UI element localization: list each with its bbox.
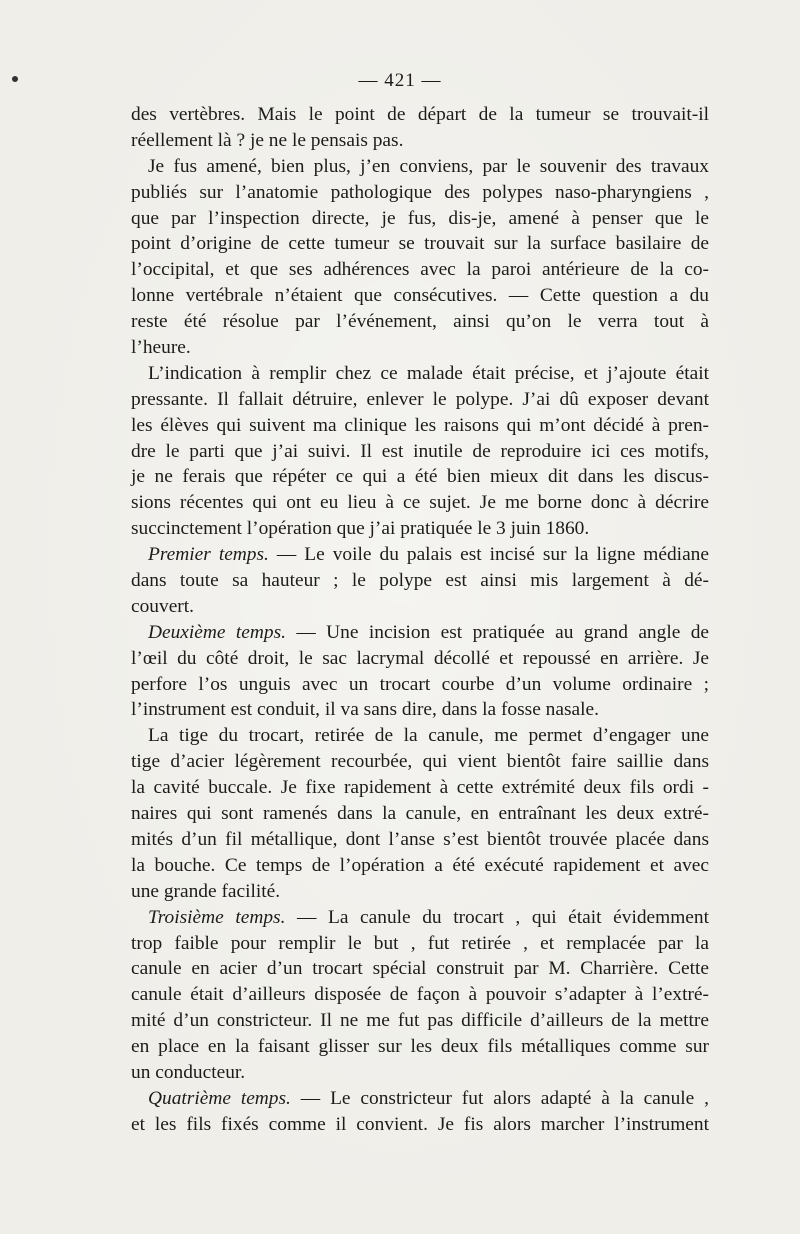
line-text: des vertèbres. Mais le point de départ de la tumeur se trouvait-il — [131, 104, 709, 125]
line-text: que par l’inspection directe, je fus, dis-je, amené à penser que le — [131, 207, 709, 229]
section-heading: Premier temps. — [148, 544, 269, 566]
line-text: en place en la faisant glisser sur les deux fils métalliques comme sur — [131, 1036, 709, 1058]
text-line — [131, 490, 709, 516]
text-line — [131, 361, 709, 387]
text-line — [131, 646, 709, 672]
text-line — [131, 1086, 709, 1112]
section-heading: Quatrième temps. — [148, 1087, 291, 1109]
line-text: La tige du trocart, retirée de la canule, me permet d’engager une — [148, 725, 709, 747]
text-line — [131, 335, 709, 361]
text-line — [131, 180, 709, 206]
line-text: point d’origine de cette tumeur se trouvait sur la surface basilaire de — [131, 233, 709, 255]
line-text: pressante. Il fallait détruire, enlever le polype. J’ai dû exposer devant — [131, 388, 709, 410]
line-text: lonne vertébrale n’étaient que consécutives. — Cette question a du — [131, 285, 709, 307]
text-line — [131, 102, 709, 128]
text-line — [131, 309, 709, 335]
text-line — [131, 594, 709, 620]
margin-speck — [12, 76, 18, 82]
text-line — [131, 568, 709, 594]
text-line — [131, 1008, 709, 1034]
line-text: l’occipital, et que ses adhérences avec la paroi antérieure de la co- — [131, 259, 709, 281]
body-text — [131, 102, 709, 1138]
text-line — [131, 723, 709, 749]
line-text: canule était d’ailleurs disposée de façon à pouvoir s’adapter à l’extré- — [131, 984, 709, 1006]
line-text: Je fus amené, bien plus, j’en conviens, par le souvenir des travaux — [148, 155, 709, 177]
text-line — [131, 620, 709, 646]
text-line — [131, 439, 709, 465]
line-text: la bouche. Ce temps de l’opération a été exécuté rapidement et avec — [131, 854, 709, 876]
page-number: — 421 — — [358, 70, 442, 91]
text-line — [131, 257, 709, 283]
line-text: couvert. — [131, 595, 194, 617]
text-line — [131, 827, 709, 853]
text-line — [131, 982, 709, 1008]
text-line — [131, 231, 709, 257]
line-text: mité d’un constricteur. Il ne me fut pas difficile d’ailleurs de la mettre — [131, 1010, 709, 1032]
line-text: mités d’un fil métallique, dont l’anse s’est bientôt trouvée placée dans — [131, 828, 709, 850]
text-line — [131, 413, 709, 439]
text-line — [131, 154, 709, 180]
line-text: l’instrument est conduit, il va sans dire, dans la fosse nasale. — [131, 699, 599, 721]
line-text: les élèves qui suivent ma clinique les raisons qui m’ont décidé à pren- — [131, 414, 709, 436]
line-text: — Une incision est pratiquée au grand angle de — [286, 621, 709, 643]
text-line — [131, 879, 709, 905]
line-text: succinctement l’opération que j’ai pratiquée le 3 juin 1860. — [131, 518, 590, 540]
line-text: sions récentes qui ont eu lieu à ce sujet. Je me borne donc à décrire — [131, 492, 709, 514]
line-text: l’heure. — [131, 337, 191, 359]
line-text: dre le parti que j’ai suivi. Il est inutile de reproduire ici ces motifs, — [131, 440, 709, 462]
text-line — [131, 464, 709, 490]
section-heading: Deuxième temps. — [148, 621, 286, 643]
text-line — [131, 387, 709, 413]
text-line — [131, 1112, 709, 1138]
text-line — [131, 283, 709, 309]
text-line — [131, 853, 709, 879]
line-text: — Le constricteur fut alors adapté à la canule , — [290, 1087, 709, 1109]
text-line — [131, 206, 709, 232]
text-line — [131, 801, 709, 827]
line-text: dans toute sa hauteur ; le polype est ainsi mis largement à dé- — [131, 570, 709, 592]
text-line — [131, 749, 709, 775]
line-text: un conducteur. — [131, 1061, 246, 1083]
text-line — [131, 516, 709, 542]
line-text: naires qui sont ramenés dans la canule, en entraînant les deux extré- — [131, 803, 709, 825]
line-text: trop faible pour remplir le but , fut retirée , et remplacée par la — [131, 932, 709, 954]
line-text: je ne ferais que répéter ce qui a été bien mieux dit dans les discus- — [131, 466, 709, 488]
text-line — [131, 697, 709, 723]
text-line — [131, 1034, 709, 1060]
line-text: la cavité buccale. Je fixe rapidement à cette extrémité deux fils ordi - — [131, 777, 709, 799]
text-line — [131, 672, 709, 698]
text-line — [131, 1060, 709, 1086]
line-text: L’indication à remplir chez ce malade était précise, et j’ajoute était — [148, 362, 709, 384]
line-text: perfore l’os unguis avec un trocart courbe d’un volume ordinaire ; — [131, 673, 709, 695]
line-text: reste été résolue par l’événement, ainsi qu’on le verra tout à — [131, 311, 709, 333]
text-line — [131, 931, 709, 957]
text-line — [131, 128, 709, 154]
line-text: — La canule du trocart , qui était évidemment — [285, 906, 709, 928]
line-text: canule en acier d’un trocart spécial construit par M. Charrière. Cette — [131, 958, 709, 980]
line-text: tige d’acier légèrement recourbée, qui vient bientôt faire saillie dans — [131, 751, 709, 773]
text-line — [131, 775, 709, 801]
section-heading: Troisième temps. — [148, 906, 286, 928]
text-line — [131, 542, 709, 568]
text-line — [131, 905, 709, 931]
line-text: et les fils fixés comme il convient. Je fis alors marcher l’instrument — [131, 1113, 709, 1135]
line-text: publiés sur l’anatomie pathologique des polypes naso-pharyngiens , — [131, 181, 709, 203]
line-text: — Le voile du palais est incisé sur la ligne médiane — [268, 544, 709, 566]
text-line — [131, 956, 709, 982]
line-text: l’œil du côté droit, le sac lacrymal décollé et repoussé en arrière. Je — [131, 647, 709, 669]
line-text: réellement là ? je ne le pensais pas. — [131, 129, 404, 151]
line-text: une grande facilité. — [131, 880, 281, 902]
